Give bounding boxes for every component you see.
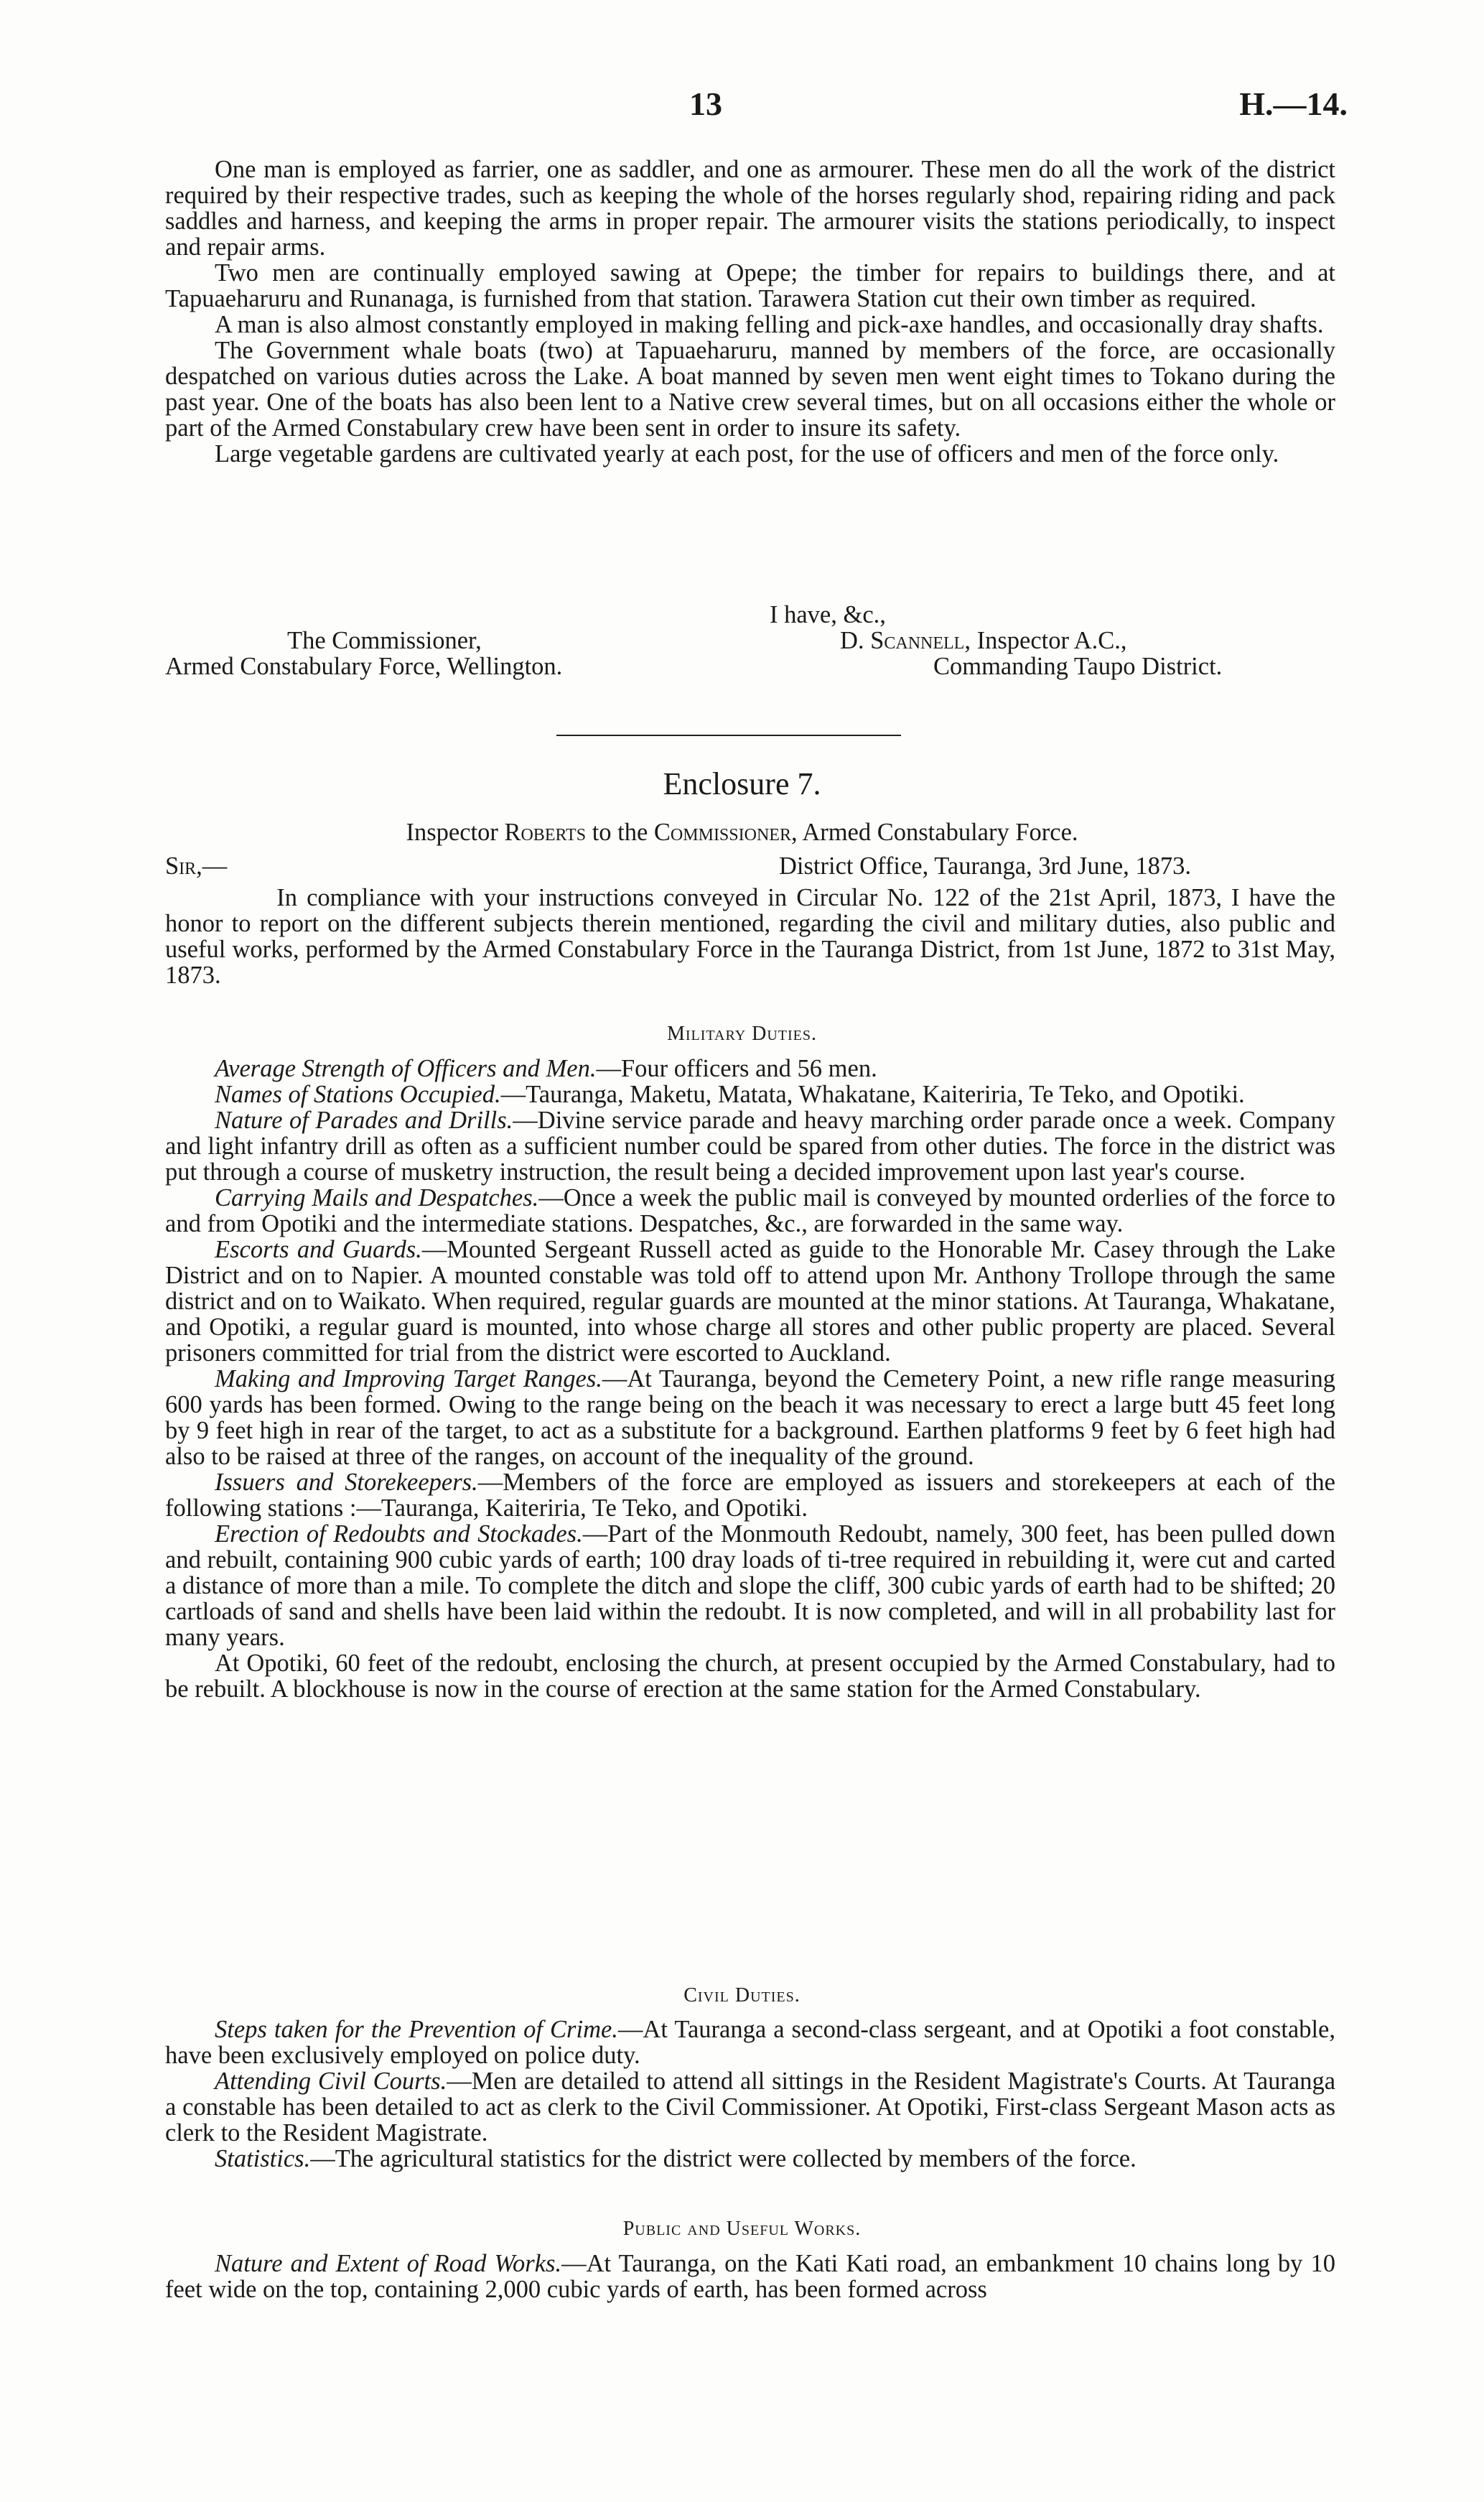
list-item xyxy=(165,1107,1335,1185)
item-label: Nature and Extent of Road Works. xyxy=(215,2250,562,2277)
section-divider xyxy=(556,735,901,736)
item-text: —Tauranga, Maketu, Matata, Whakatane, Kaiteriria, Te Teko, and Opotiki. xyxy=(500,1081,1245,1108)
item-text: —Divine service parade and heavy marching order parade once a week. Company and light infantry drill as often as a sufficient number could be spared from other duties. The force in the district was put through a course of musketry instruction, the result being a decided improvement upon last year's course. xyxy=(165,1107,1335,1186)
office-date: District Office, Tauranga, 3rd June, 1873. xyxy=(779,852,1192,880)
list-item xyxy=(165,2251,1335,2302)
item-label: Making and Improving Target Ranges. xyxy=(215,1365,602,1392)
page-number: 13 xyxy=(689,85,722,122)
item-label: Attending Civil Courts. xyxy=(215,2068,447,2095)
item-label: Escorts and Guards. xyxy=(215,1236,422,1263)
sub-prefix: Inspector xyxy=(406,819,505,846)
paragraph: A man is also almost constantly employed in making felling and pick-axe handles, and occasionally dray shafts. xyxy=(215,311,1324,338)
civil-duties-heading: Civil Duties. xyxy=(683,1984,801,2006)
signer-command: Commanding Taupo District. xyxy=(933,653,1223,680)
enclosure-title: Enclosure 7. xyxy=(663,766,821,801)
item-text: —Once a week the public mail is conveyed by mounted orderlies of the force to and from Opotiki and the intermediate stations. Despatches, &c., are forwarded in the same way. xyxy=(165,1184,1335,1237)
signer-title: , Inspector A.C., xyxy=(964,627,1127,654)
item-text: —At Tauranga a second-class sergeant, and at Opotiki a foot constable, have been exclusively employed on police duty. xyxy=(165,2016,1335,2069)
item-text: —The agricultural statistics for the district were collected by members of the force. xyxy=(310,2145,1137,2172)
item-text: —At Tauranga, beyond the Cemetery Point, a new rifle range measuring 600 yards has been formed. Owing to the range being on the beach it was necessary to erect a large butt 45 feet long by 9 feet high in rear of the target, to act as a substitute for a background. Earthen platforms 9 feet by 6 feet high had also to be raised at three of the ranges, on account of the inequality of the ground. xyxy=(165,1365,1335,1470)
item-label: Carrying Mails and Despatches. xyxy=(215,1184,539,1212)
addressee-line-2: Armed Constabulary Force, Wellington. xyxy=(165,653,563,680)
paragraph: One man is employed as farrier, one as saddler, and one as armourer. These men do all the work of the district required by their respective trades, such as keeping the whole of the horses regularly shod, repairing riding and pack saddles and harness, and keeping the arms in proper repair. The armourer visits the stations periodically, to inspect and repair arms. xyxy=(165,156,1335,261)
public-works-heading: Public and Useful Works. xyxy=(622,2218,862,2240)
item-label: Statistics. xyxy=(215,2145,311,2172)
signature-block xyxy=(165,602,1335,694)
enclosure-intro xyxy=(165,885,1335,988)
paragraph: The Government whale boats (two) at Tapuaeharuru, manned by members of the force, are occasionally despatched on various duties across the Lake. A boat manned by seven men went eight times to Tokano during the past year. One of the boats has also been lent to a Native crew several times, but on all occasions either the whole or part of the Armed Constabulary crew have been sent in order to insure its safety. xyxy=(165,337,1335,442)
item-label: Average Strength of Officers and Men. xyxy=(215,1055,597,1082)
list-item xyxy=(165,2017,1335,2068)
sub-name: Roberts xyxy=(504,819,587,846)
closing: I have, &c., xyxy=(770,601,886,628)
item-label: Nature of Parades and Drills. xyxy=(215,1107,513,1134)
list-item xyxy=(165,1082,1335,1107)
enclosure-subtitle xyxy=(0,819,1484,847)
sub-suffix: , Armed Constabulary Force. xyxy=(790,819,1078,846)
document-reference: H.—14. xyxy=(1239,85,1348,122)
list-item xyxy=(165,1469,1335,1521)
salutation-line xyxy=(165,852,1335,881)
list-item xyxy=(165,2146,1335,2172)
item-text: —Members of the force are employed as issuers and storekeepers at each of the following stations :—Tauranga, Kaiteriria, Te Teko, and Opotiki. xyxy=(165,1469,1335,1522)
item-text: —Men are detailed to attend all sittings in the Resident Magistrate's Courts. At Tauranga a constable has been detailed to act as clerk to the Civil Commissioner. At Opotiki, First-class Sergeant Mason acts as clerk to the Resident Magistrate. xyxy=(165,2068,1336,2147)
list-item xyxy=(165,2068,1335,2146)
item-text: —At Tauranga, on the Kati Kati road, an embankment 10 chains long by 10 feet wide on the top, containing 2,000 cubic yards of earth, has been formed across xyxy=(165,2250,1335,2303)
report-continuation xyxy=(165,157,1335,467)
paragraph: Large vegetable gardens are cultivated yearly at each post, for the use of officers and men of the force only. xyxy=(215,440,1279,468)
item-label: Issuers and Storekeepers. xyxy=(215,1469,478,1496)
item-label: Erection of Redoubts and Stockades. xyxy=(215,1520,583,1548)
paragraph: Two men are continually employed sawing at Opepe; the timber for repairs to buildings there, and at Tapuaeharuru and Runanaga, is furnished from that station. Tarawera Station cut their own timber as required. xyxy=(165,259,1335,312)
signer-name: Scannell xyxy=(870,627,965,654)
paragraph: In compliance with your instructions conveyed in Circular No. 122 of the 21st April, 1873, I have the honor to report on the different subjects therein mentioned, regarding the civil and military duties, also public and useful works, performed by the Armed Constabulary Force in the Tauranga District, from 1st June, 1872 to 31st May, 1873. xyxy=(165,884,1335,989)
list-item xyxy=(165,1056,1335,1082)
item-text: —Mounted Sergeant Russell acted as guide to the Honorable Mr. Casey through the Lake District and on to Napier. A mounted constable was told off to attend upon Mr. Anthony Trollope through the same district and on to Waikato. When required, regular guards are mounted at the minor stations. At Tauranga, Whakatane, and Opotiki, a regular guard is mounted, into whose charge all stores and other public property are placed. Several prisoners committed for trial from the district were escorted to Auckland. xyxy=(165,1236,1335,1367)
item-text: —Part of the Monmouth Redoubt, namely, 300 feet, has been pulled down and rebuilt, containing 900 cubic yards of earth; 100 dray loads of ti-tree required in rebuilding it, were cut and carted a distance of more than a mile. To complete the ditch and slope the cliff, 300 cubic yards of earth had to be shifted; 20 cartloads of sand and shells have been laid within the redoubt. It is now completed, and will in all probability last for many years. xyxy=(165,1520,1336,1651)
sub-mid: to the xyxy=(586,819,654,846)
signer-initial: D. xyxy=(840,627,871,654)
public-works xyxy=(165,2251,1335,2302)
item-text: —Four officers and 56 men. xyxy=(596,1055,877,1082)
addressee-line-1: The Commissioner, xyxy=(287,627,482,654)
item-label: Names of Stations Occupied. xyxy=(215,1081,501,1108)
list-item xyxy=(165,1521,1335,1650)
list-item xyxy=(165,1237,1335,1366)
list-item xyxy=(165,1185,1335,1237)
paragraph: At Opotiki, 60 feet of the redoubt, enclosing the church, at present occupied by the Armed Constabulary, had to be rebuilt. A blockhouse is now in the course of erection at the same station for the Armed Constabulary. xyxy=(165,1650,1335,1703)
salutation: Sir,— xyxy=(165,852,228,880)
military-duties-heading: Military Duties. xyxy=(666,1023,818,1045)
civil-duties xyxy=(165,2017,1335,2172)
list-item xyxy=(165,1366,1335,1469)
item-label: Steps taken for the Prevention of Crime. xyxy=(215,2016,618,2043)
sub-recipient: Commissioner xyxy=(653,819,791,846)
signer xyxy=(840,628,1126,654)
military-duties xyxy=(165,1056,1335,1702)
